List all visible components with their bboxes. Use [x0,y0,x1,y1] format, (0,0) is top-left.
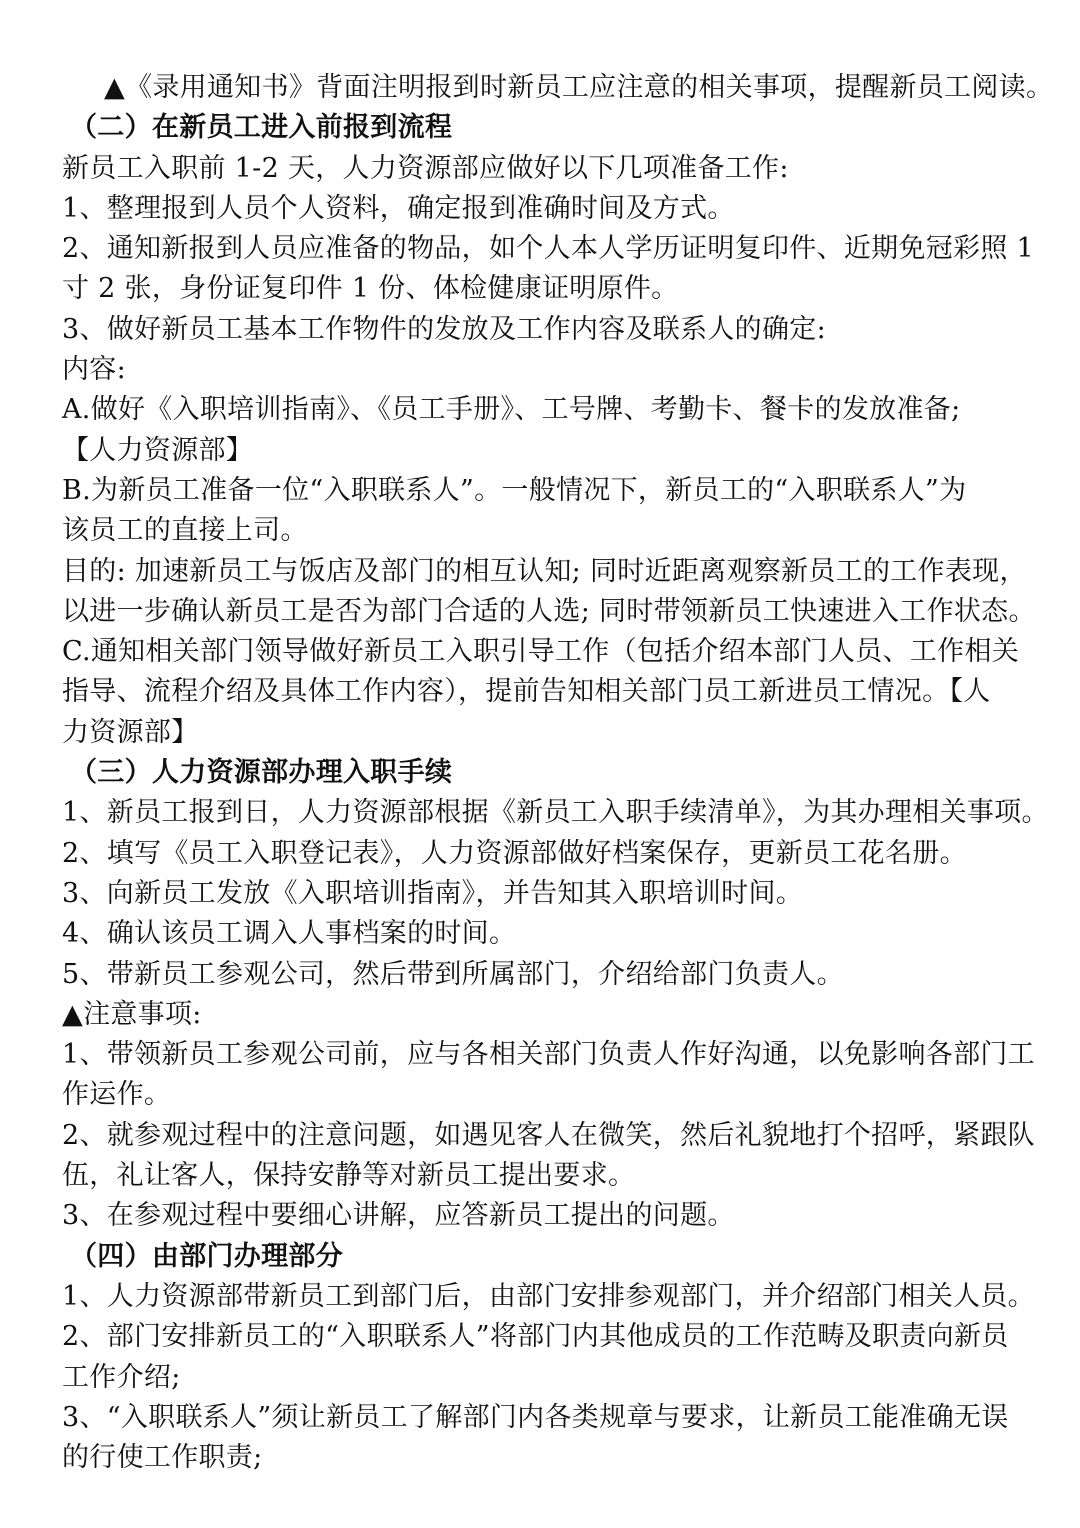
text-line: C.通知相关部门领导做好新员工入职引导工作（包括介绍本部门人员、工作相关 [62,636,1020,668]
text-line: 2、部门安排新员工的“入职联系人”将部门内其他成员的工作范畴及职责向新员 [62,1321,1009,1353]
text-line: 1、新员工报到日，人力资源部根据《新员工入职手续清单》，为其办理相关事项。 [62,797,1049,829]
text-line: ▲《录用通知书》背面注明报到时新员工应注意的相关事项，提醒新员工阅读。 [104,72,1054,103]
text-line: 1、整理报到人员个人资料，确定报到准确时间及方式。 [62,192,735,224]
text-line: 3、在参观过程中要细心讲解，应答新员工提出的问题。 [62,1200,735,1232]
text-line: 4、确认该员工调入人事档案的时间。 [62,918,517,950]
text-line: 作运作。 [62,1079,172,1111]
text-line: 的行使工作职责; [62,1442,263,1474]
document-body [62,68,1054,1478]
text-line: 内容: [62,354,126,386]
text-line: 1、带领新员工参观公司前，应与各相关部门负责人作好沟通，以免影响各部门工 [62,1039,1035,1071]
text-line: A.做好《入职培训指南》、《员工手册》、工号牌、考勤卡、餐卡的发放准备; [62,394,961,426]
text-line: 2、填写《员工入职登记表》，人力资源部做好档案保存，更新员工花名册。 [62,837,967,869]
text-line: 2、就参观过程中的注意问题，如遇见客人在微笑，然后礼貌地打个招呼，紧跟队 [62,1119,1035,1151]
text-line: 以进一步确认新员工是否为部门合适的人选; 同时带领新员工快速进入工作状态。 [62,595,1036,627]
text-line: 5、带新员工参观公司，然后带到所属部门，介绍给部门负责人。 [62,958,844,990]
text-line: ▲注意事项: [62,998,202,1030]
text-line: 新员工入职前 1-2 天，人力资源部应做好以下几项准备工作: [62,152,789,184]
text-line: 伍，礼让客人，保持安静等对新员工提出要求。 [62,1160,636,1192]
text-line: 3、“入职联系人”须让新员工了解部门内各类规章与要求，让新员工能准确无误 [62,1401,1009,1433]
section-heading: （四）由部门办理部分 [70,1240,343,1272]
text-line: 该员工的直接上司。 [62,515,308,547]
text-line: 指导、流程介绍及具体工作内容），提前告知相关部门员工新进员工情况。【人 [62,676,991,708]
text-line: 力资源部】 [62,716,199,748]
text-line: B.为新员工准备一位“入职联系人”。一般情况下，新员工的“入职联系人”为 [62,474,967,506]
document-page [62,68,1054,1478]
section-heading: （三）人力资源部办理入职手续 [70,757,453,789]
text-line: 2、通知新报到人员应准备的物品，如个人本人学历证明复印件、近期免冠彩照 1 [62,233,1035,265]
text-line: 3、向新员工发放《入职培训指南》，并告知其入职培训时间。 [62,877,804,909]
text-line: 1、人力资源部带新员工到部门后，由部门安排参观部门，并介绍部门相关人员。 [62,1280,1035,1312]
text-line: 工作介绍; [62,1361,181,1393]
text-line: 寸 2 张，身份证复印件 1 份、体检健康证明原件。 [62,273,679,305]
text-line: 目的: 加速新员工与饭店及部门的相互认知; 同时近距离观察新员工的工作表现， [62,555,1027,587]
text-line: 3、做好新员工基本工作物件的发放及工作内容及联系人的确定: [62,313,826,345]
section-heading: （二）在新员工进入前报到流程 [70,112,453,144]
text-line: 【人力资源部】 [62,434,254,466]
